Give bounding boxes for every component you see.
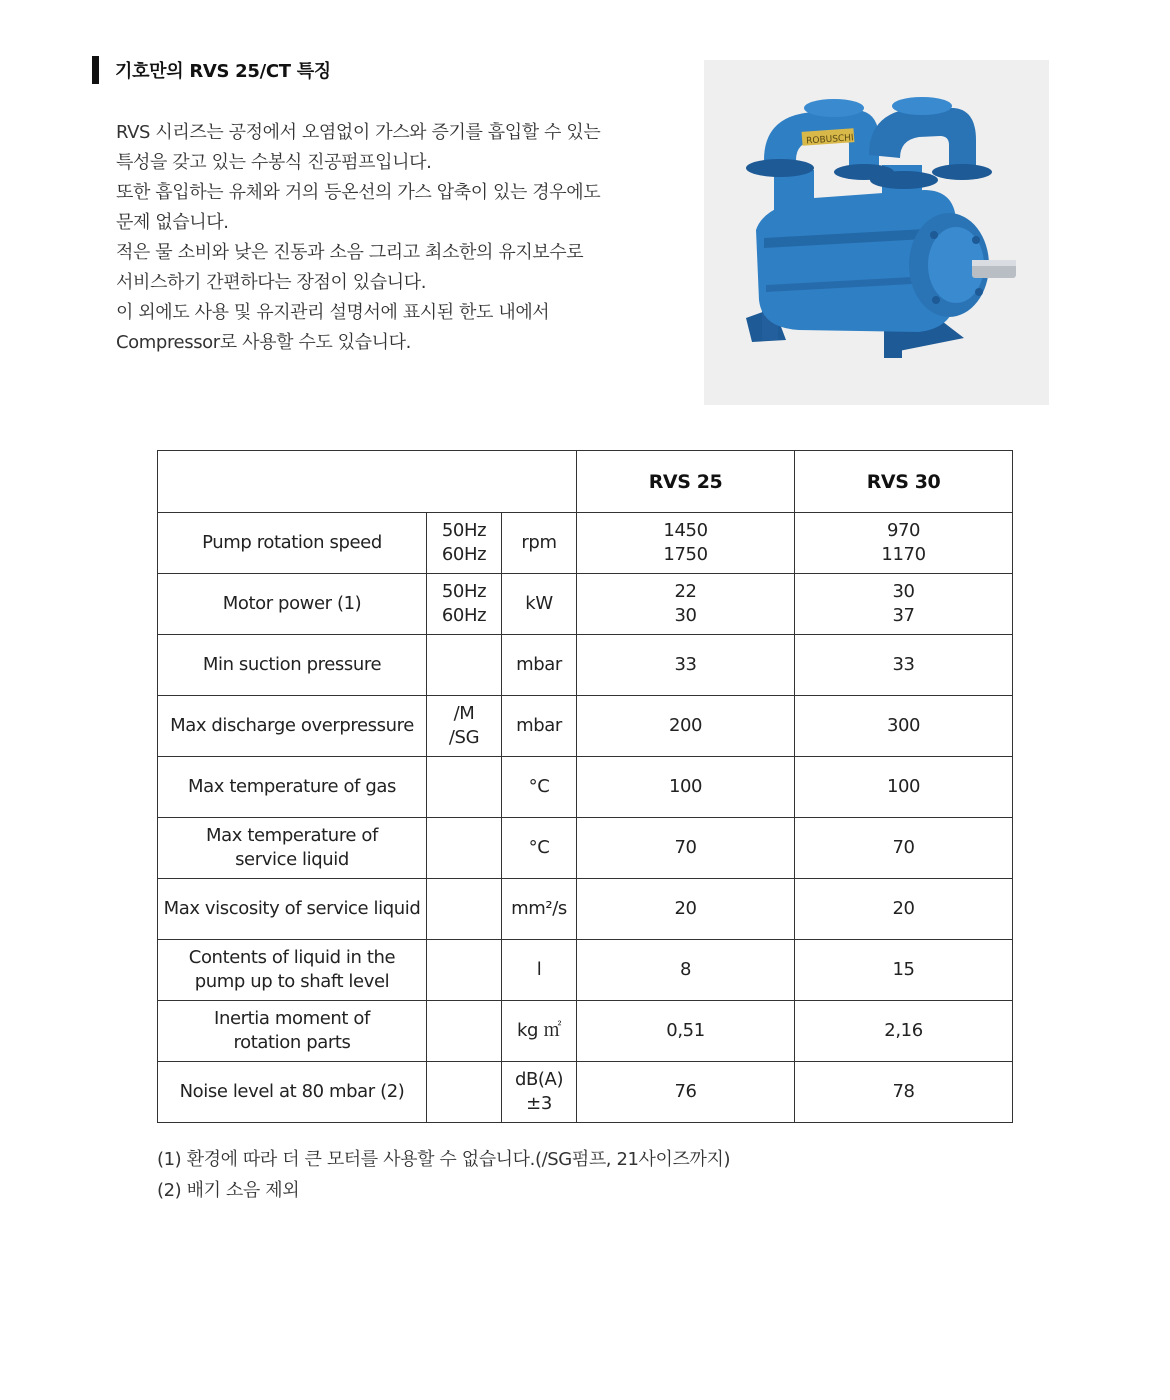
footnote: (1) 환경에 따라 더 큰 모터를 사용할 수 없습니다.(/SG펌프, 21사이즈까지) [157,1149,731,1170]
rvs25-cell: 20 [577,879,795,940]
description-line: Compressor로 사용할 수도 있습니다. [116,332,411,353]
description-line: 또한 흡입하는 유체와 거의 등온선의 가스 압축이 있는 경우에도 [116,182,601,203]
param-cell: Min suction pressure [158,635,427,696]
rvs25-cell: 8 [577,940,795,1001]
condition-cell [427,940,502,1001]
footnote: (2) 배기 소음 제외 [157,1180,300,1201]
table-row [158,696,1013,757]
heading-bar [92,56,99,84]
unit-cell: rpm [502,513,577,574]
table-row [158,757,1013,818]
condition-cell [427,635,502,696]
header-rvs30: RVS 30 [795,451,1013,513]
description-line: 이 외에도 사용 및 유지관리 설명서에 표시된 한도 내에서 [116,302,550,323]
rvs30-cell: 300 [795,696,1013,757]
description-line: 특성을 갖고 있는 수봉식 진공펌프입니다. [116,152,432,173]
section-heading [92,56,331,84]
unit-cell: °C [502,818,577,879]
param-cell: Max discharge overpressure [158,696,427,757]
rvs25-cell: 200 [577,696,795,757]
rvs30-cell: 970 1170 [795,513,1013,574]
rvs30-cell: 20 [795,879,1013,940]
rvs30-cell: 33 [795,635,1013,696]
unit-cell: l [502,940,577,1001]
unit-cell: kg ㎡ [502,1001,577,1062]
rvs30-cell: 15 [795,940,1013,1001]
description-line: RVS 시리즈는 공정에서 오염없이 가스와 증기를 흡입할 수 있는 [116,122,601,143]
rvs30-cell: 30 37 [795,574,1013,635]
condition-cell [427,757,502,818]
table-row [158,818,1013,879]
table-row [158,1062,1013,1123]
condition-cell [427,879,502,940]
rvs25-cell: 33 [577,635,795,696]
table-row [158,574,1013,635]
vacuum-pump-illustration [704,60,1049,405]
param-cell: Contents of liquid in the pump up to shaft level [158,940,427,1001]
table-row [158,635,1013,696]
unit-cell: kW [502,574,577,635]
table-row [158,940,1013,1001]
table-header-row [158,451,1013,513]
header-rvs25: RVS 25 [577,451,795,513]
rvs25-cell: 0,51 [577,1001,795,1062]
rvs30-cell: 78 [795,1062,1013,1123]
table-row [158,879,1013,940]
rvs30-cell: 70 [795,818,1013,879]
param-cell: Max temperature of gas [158,757,427,818]
param-cell: Inertia moment of rotation parts [158,1001,427,1062]
rvs25-cell: 1450 1750 [577,513,795,574]
footnotes [157,1144,730,1206]
unit-cell: mbar [502,635,577,696]
description-line: 서비스하기 간편하다는 장점이 있습니다. [116,272,427,293]
condition-cell [427,1001,502,1062]
unit-cell: mm²/s [502,879,577,940]
condition-cell: /M /SG [427,696,502,757]
rvs25-cell: 76 [577,1062,795,1123]
table-row [158,1001,1013,1062]
description-line: 적은 물 소비와 낮은 진동과 소음 그리고 최소한의 유지보수로 [116,242,584,263]
table-row [158,513,1013,574]
rvs30-cell: 2,16 [795,1001,1013,1062]
param-cell: Motor power (1) [158,574,427,635]
description-line: 문제 없습니다. [116,212,229,233]
rvs30-cell: 100 [795,757,1013,818]
param-cell: Max viscosity of service liquid [158,879,427,940]
condition-cell [427,1062,502,1123]
header-empty [158,451,577,513]
rvs25-cell: 22 30 [577,574,795,635]
unit-cell: °C [502,757,577,818]
spec-table [157,450,1013,1123]
condition-cell [427,818,502,879]
unit-cell: dB(A) ±3 [502,1062,577,1123]
rvs25-cell: 100 [577,757,795,818]
param-cell: Pump rotation speed [158,513,427,574]
rvs25-cell: 70 [577,818,795,879]
heading-text: 기호만의 RVS 25/CT 특징 [115,61,331,82]
pump-nameplate: ROBUSCHI [805,133,855,147]
param-cell: Noise level at 80 mbar (2) [158,1062,427,1123]
condition-cell: 50Hz 60Hz [427,574,502,635]
param-cell: Max temperature of service liquid [158,818,427,879]
unit-cell: mbar [502,696,577,757]
pump-photo [704,60,1049,405]
condition-cell: 50Hz 60Hz [427,513,502,574]
description [116,118,656,358]
